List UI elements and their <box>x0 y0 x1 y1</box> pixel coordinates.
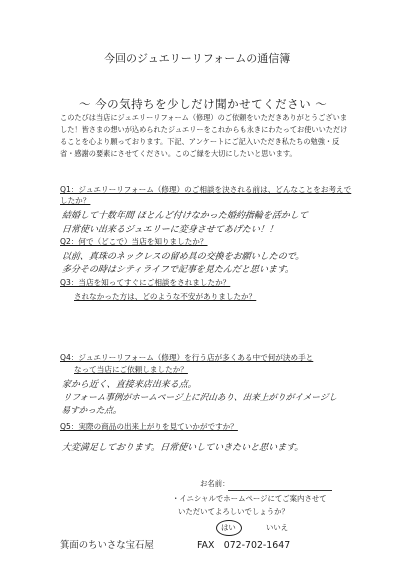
survey-subtitle: ～ 今の気持ちを少しだけ聞かせてください ～ <box>79 97 328 111</box>
question-3: Q3：当店を知ってすぐにご相談をされましたか？ <box>60 278 231 287</box>
initial-question-line-1: ・イニシャルでホームページにてご案内させて <box>172 494 327 503</box>
yes-circle-mark <box>216 520 242 536</box>
yes-option[interactable]: はい <box>221 523 236 532</box>
answer-5: 大変満足しております。日常使いしていきたいと思います。 <box>61 443 304 453</box>
answer-1-line-1: 結婚して十数年間 ほとんど付けなかった婚約指輪を活かして <box>61 211 309 221</box>
answer-1-line-2: 日常使い出来るジュエリーに変身させてあげたい！！ <box>61 225 279 235</box>
answer-4-line-2: リフォーム事例がホームページ上に沢山あり、出来上がりがイメージし易すかった点。 <box>60 393 338 416</box>
initial-question-line-2: いただいてよろしいでしょうか？ <box>178 507 289 516</box>
question-4-line-1: Q4：ジュエリーリフォーム（修理）を行う店が多くある中で何が決め手と <box>60 353 314 362</box>
question-2: Q2：何で（どこで）当店を知りましたか？ <box>60 237 208 246</box>
answer-2-line-1: 以前、真珠のネックレスの留め具の交換をお願いしたので。 <box>61 252 305 262</box>
question-5: Q5：実際の商品の出来上がりを見ていかがですか？ <box>60 422 238 431</box>
no-option[interactable]: いいえ <box>266 523 289 532</box>
question-3-sub: されなかった方は、どのような不安がありましたか？ <box>74 292 257 301</box>
answer-4-line-1: 家から近く、直接来店出来る点。 <box>61 380 198 390</box>
question-1: Q1：ジュエリーリフォーム（修理）のご相談を決される前は、どんなことをお考えでしたか？ <box>60 185 352 205</box>
intro-paragraph: このたびは当店にジュエリーリフォーム（修理）のご依頼をいただきありがとうございました！皆さまの想いが込められたジュエリーをこれからも永きにわたってお使いいただけることを心より願っております。下記、アンケートにご記入いただき私たちの勉強・反省・感謝の要素にさせてください。このご縁を大切にしたいと思います。 <box>60 113 348 158</box>
name-underline <box>228 490 332 491</box>
shop-name: 箕面のちいさな宝石屋 <box>60 540 154 551</box>
fax-number: FAX 072-702-1647 <box>197 540 291 551</box>
survey-title: 今回のジュエリーリフォームの通信簿 <box>104 52 291 65</box>
question-4-line-2: なって当店にご依頼しましたか？ <box>74 365 188 374</box>
name-label: お名前： <box>200 479 230 488</box>
answer-2-line-2: 多分その時はシティライフで記事を見たんだと思います。 <box>61 265 295 275</box>
